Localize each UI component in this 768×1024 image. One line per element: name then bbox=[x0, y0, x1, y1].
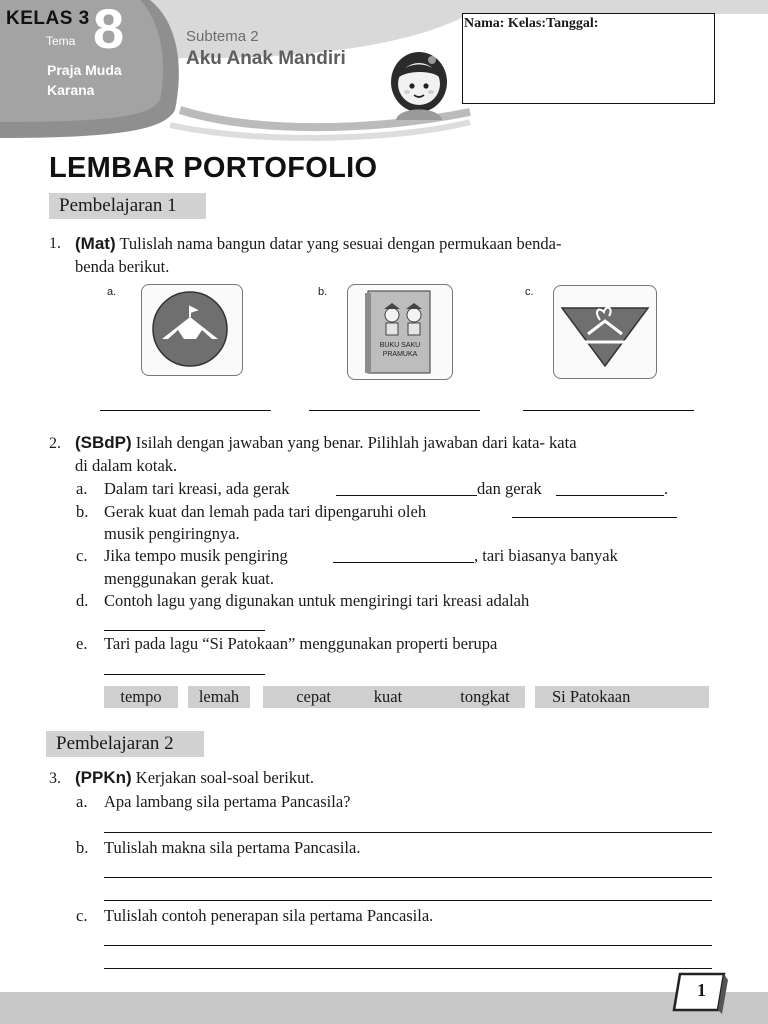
q3-a-text: Apa lambang sila pertama Pancasila? bbox=[104, 792, 351, 811]
q2-d-text: Contoh lagu yang digunakan untuk mengiringi tari kreasi adalah bbox=[104, 591, 530, 610]
q2-a-letter: a. bbox=[76, 479, 88, 498]
word-bank-item-tongkat: tongkat bbox=[445, 686, 525, 708]
girl-illustration-icon bbox=[388, 48, 450, 120]
q2-a-blank-1[interactable] bbox=[336, 495, 477, 496]
class-label: KELAS 3 bbox=[6, 8, 90, 29]
q2-d-blank[interactable] bbox=[104, 630, 265, 631]
q2-e-text: Tari pada lagu “Si Patokaan” menggunakan properti berupa bbox=[104, 634, 498, 653]
footer-band bbox=[0, 992, 768, 1024]
q2-a-blank-2[interactable] bbox=[556, 495, 664, 496]
q2-d-letter: d. bbox=[76, 591, 89, 610]
section-heading-pembelajaran-2: Pembelajaran 2 bbox=[46, 731, 204, 757]
page-number: 1 bbox=[697, 980, 706, 1000]
student-info-box[interactable] bbox=[462, 13, 715, 104]
q3-c-letter: c. bbox=[76, 906, 88, 925]
question-1-text bbox=[75, 232, 715, 278]
q3-b-text: Tulislah makna sila pertama Pancasila. bbox=[104, 838, 361, 857]
q2-a-text2: dan gerak bbox=[477, 479, 542, 498]
scout-book-icon bbox=[348, 285, 451, 378]
scout-triangle-badge-icon bbox=[554, 286, 655, 377]
question-1-line1: Tulislah nama bangun datar yang sesuai dengan permukaan benda- bbox=[119, 234, 562, 253]
q2-b-text1: Gerak kuat dan lemah pada tari dipengaruhi oleh bbox=[104, 502, 427, 521]
q3-b-answer-line-1[interactable] bbox=[104, 877, 712, 878]
q2-e-blank[interactable] bbox=[104, 674, 265, 675]
q1-item-a-letter: a. bbox=[107, 286, 117, 298]
q2-e-letter: e. bbox=[76, 634, 88, 653]
word-bank-item-cepat: cepat bbox=[263, 686, 331, 708]
q3-c-answer-line-2[interactable] bbox=[104, 968, 712, 969]
q3-b-letter: b. bbox=[76, 838, 89, 857]
q2-c-text2: , tari biasanya banyak bbox=[474, 546, 618, 565]
word-bank-item-tempo: tempo bbox=[104, 686, 178, 708]
question-2-text bbox=[75, 431, 725, 477]
q2-a-text3: . bbox=[664, 479, 669, 498]
question-3-intro: Kerjakan soal-soal berikut. bbox=[135, 768, 315, 787]
question-1-line2: benda berikut. bbox=[75, 257, 170, 276]
q1-item-c-letter: c. bbox=[525, 286, 534, 298]
tent-circle-icon bbox=[142, 285, 241, 374]
question-3-number: 3. bbox=[49, 770, 61, 787]
word-bank-item-kuat: kuat bbox=[331, 686, 445, 708]
q3-a-answer-line[interactable] bbox=[104, 832, 712, 833]
question-1-number: 1. bbox=[49, 235, 61, 252]
q1-answer-line-b[interactable] bbox=[309, 410, 480, 411]
svg-text:BUKU SAKU: BUKU SAKU bbox=[379, 342, 421, 349]
q1-item-b-letter: b. bbox=[318, 286, 328, 298]
question-2-line2: di dalam kotak. bbox=[75, 456, 178, 475]
svg-text:PRAMUKA: PRAMUKA bbox=[382, 351, 418, 358]
question-2-line1: Isilah dengan jawaban yang benar. Pilihlah jawaban dari kata- kata bbox=[135, 433, 577, 452]
student-info-label: Nama: Kelas:Tanggal: bbox=[464, 16, 599, 31]
question-3-text bbox=[75, 766, 314, 789]
theme-label: Tema bbox=[46, 34, 76, 48]
q1-item-a-card bbox=[141, 284, 243, 376]
theme-name: Praja Muda Karana bbox=[47, 62, 122, 98]
q2-a-text1: Dalam tari kreasi, ada gerak bbox=[104, 479, 290, 498]
q2-b-text2: musik pengiringnya. bbox=[104, 524, 240, 543]
q3-c-text: Tulislah contoh penerapan sila pertama Pancasila. bbox=[104, 906, 434, 925]
subtheme-name: Aku Anak Mandiri bbox=[186, 48, 346, 69]
word-bank-item-si-patokaan: Si Patokaan bbox=[535, 686, 709, 708]
q2-c-text1: Jika tempo musik pengiring bbox=[104, 546, 288, 565]
q2-c-letter: c. bbox=[76, 546, 88, 565]
q3-c-answer-line-1[interactable] bbox=[104, 945, 712, 946]
q1-item-b-card bbox=[347, 284, 453, 380]
q3-a-letter: a. bbox=[76, 792, 88, 811]
page-title: LEMBAR PORTOFOLIO bbox=[49, 152, 378, 184]
question-2-number: 2. bbox=[49, 435, 61, 452]
section-heading-pembelajaran-1: Pembelajaran 1 bbox=[49, 193, 206, 219]
word-bank-item-lemah: lemah bbox=[188, 686, 250, 708]
subtheme-label: Subtema 2 bbox=[186, 28, 259, 45]
question-2-subject: (SBdP) bbox=[75, 433, 132, 452]
q2-b-letter: b. bbox=[76, 502, 89, 521]
q1-answer-line-c[interactable] bbox=[523, 410, 694, 411]
q1-item-c-card bbox=[553, 285, 657, 379]
q2-b-blank[interactable] bbox=[512, 517, 677, 518]
q2-c-blank[interactable] bbox=[333, 562, 474, 563]
question-3-subject: (PPKn) bbox=[75, 768, 132, 787]
question-1-subject: (Mat) bbox=[75, 234, 116, 253]
theme-number: 8 bbox=[93, 0, 125, 60]
q2-c-text3: menggunakan gerak kuat. bbox=[104, 569, 274, 588]
q3-b-answer-line-2[interactable] bbox=[104, 900, 712, 901]
q1-answer-line-a[interactable] bbox=[100, 410, 271, 411]
